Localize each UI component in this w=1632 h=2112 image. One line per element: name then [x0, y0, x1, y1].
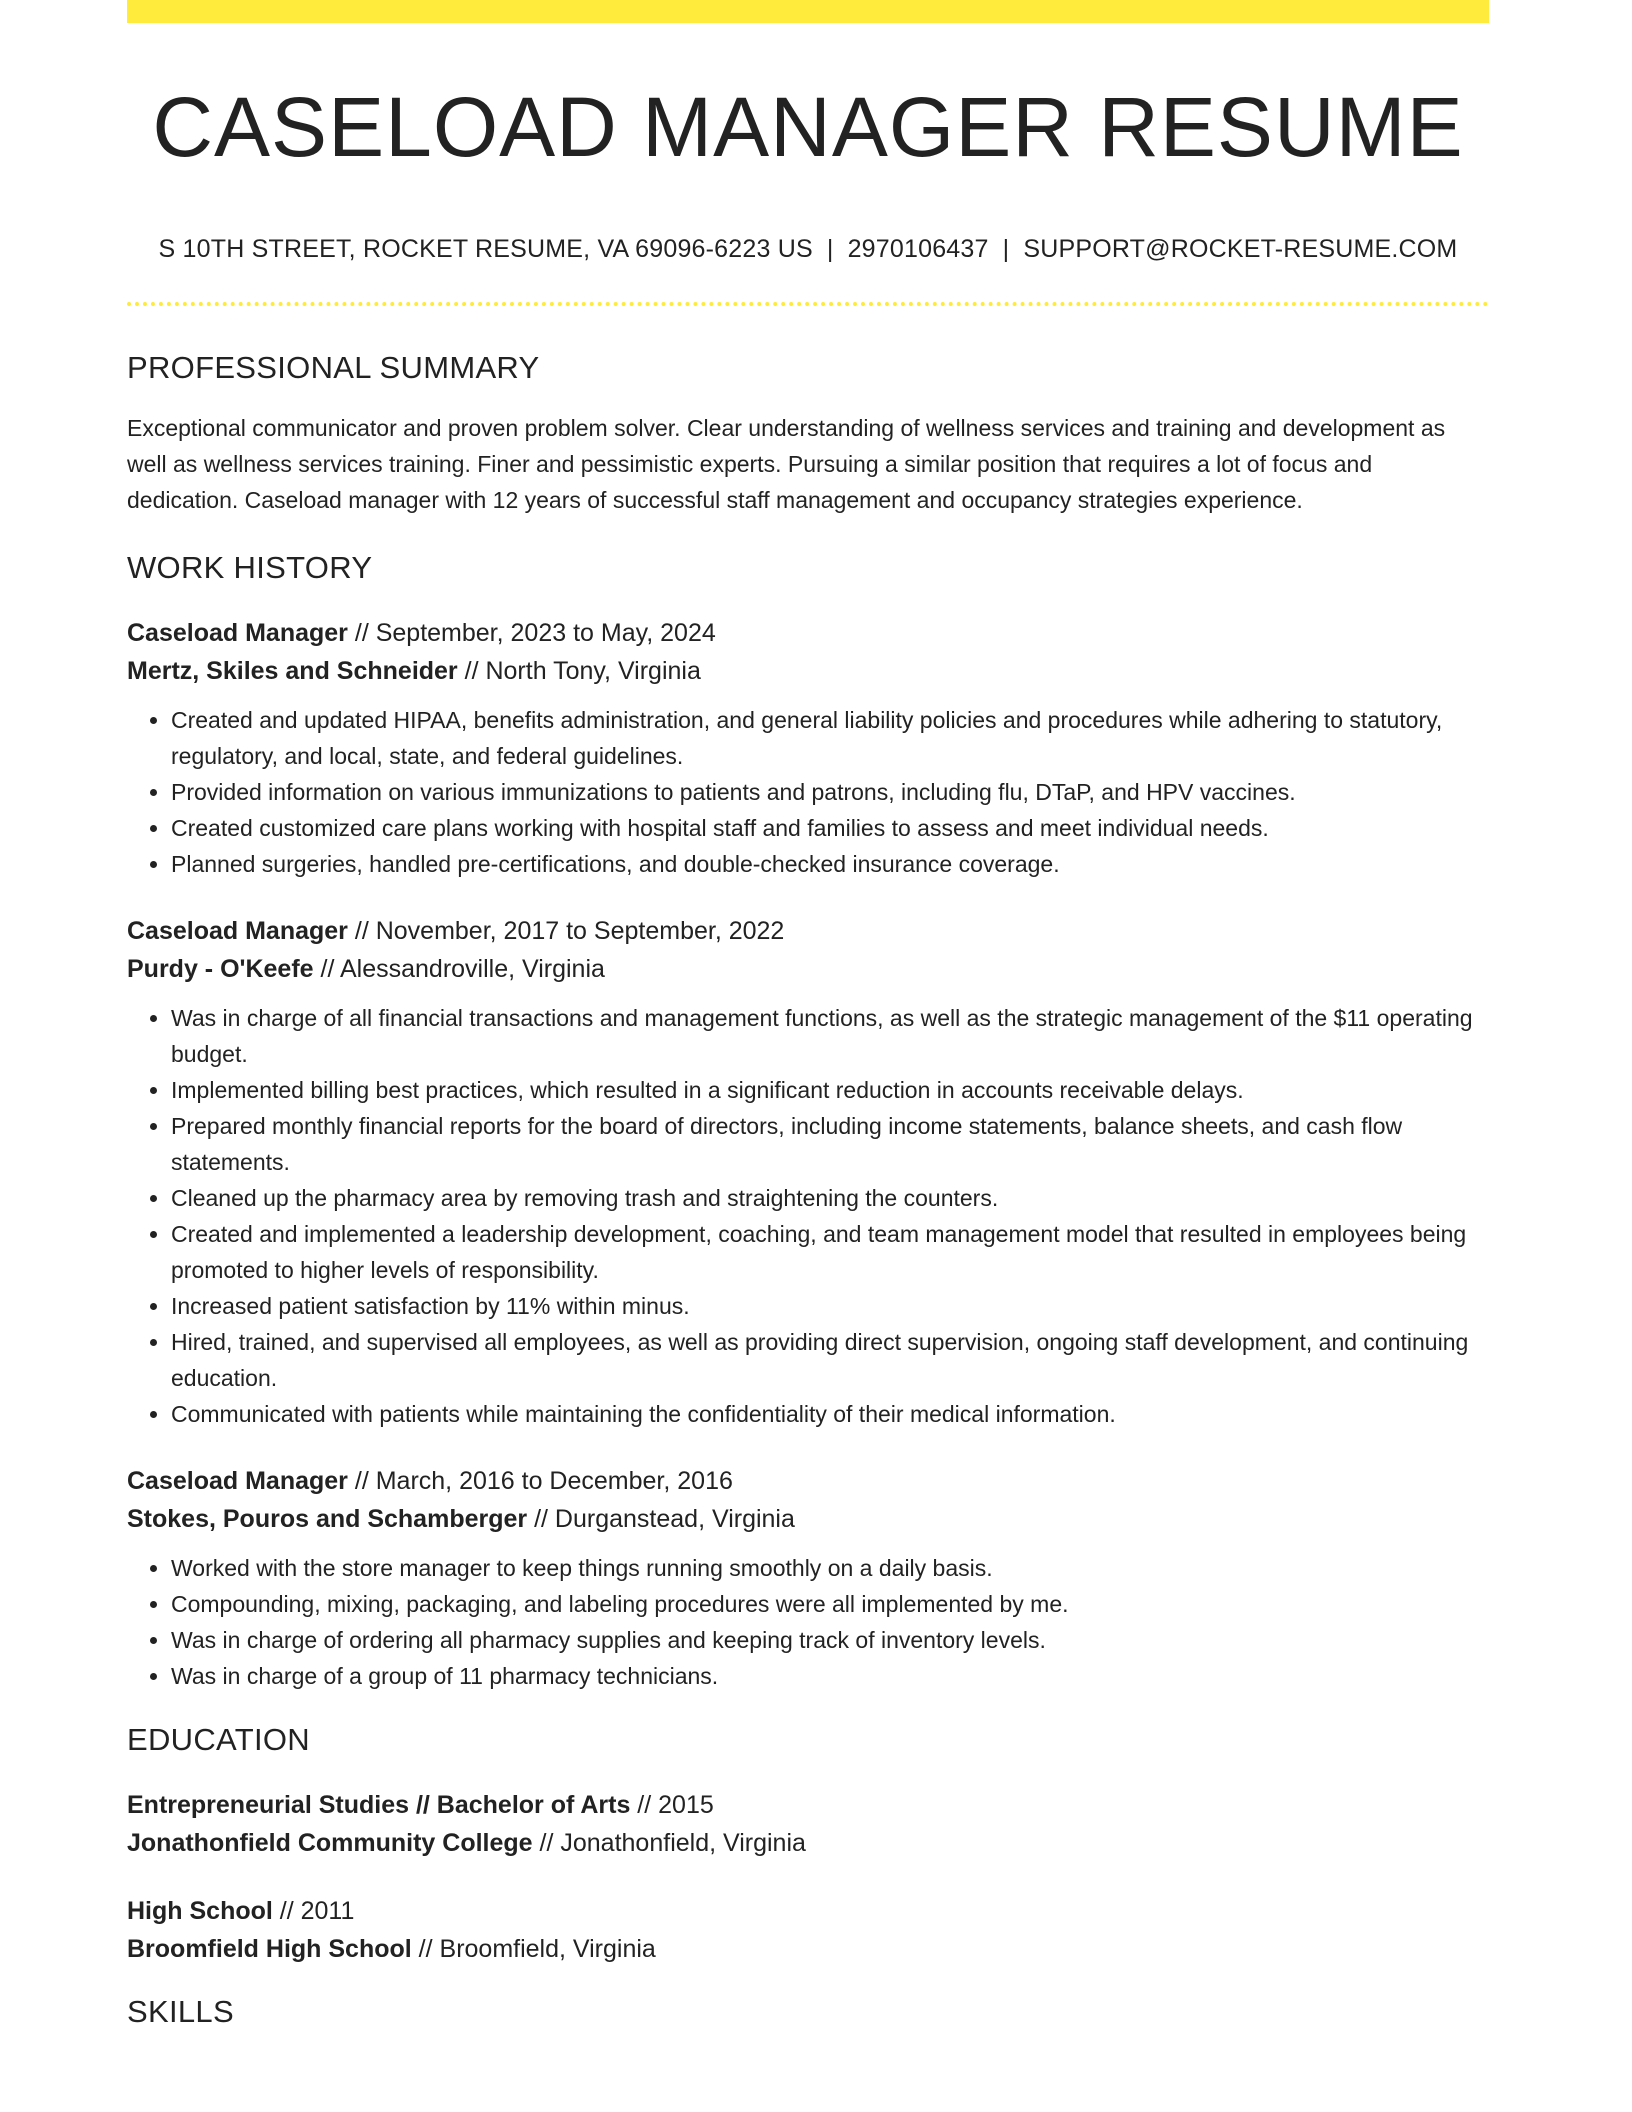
bullet-item: • Implemented billing best practices, which resulted in a significant reduction in accounts receivable delays.: [171, 1072, 1489, 1108]
education-school: Jonathonfield Community College: [127, 1829, 533, 1858]
job-company-line: [127, 652, 1489, 690]
summary-text: Exceptional communicator and proven problem solver. Clear understanding of wellness services and training and development as well as wellness services training. Finer and pessimistic experts. Pursuing a similar position that requires a lot of focus and dedication. Caseload manager with 12 years of successful staff management and occupancy strategies experience.: [127, 415, 1446, 514]
job-company: Mertz, Skiles and Schneider: [127, 657, 458, 686]
education-degree-line: [127, 1786, 1489, 1824]
bullet-item: • Hired, trained, and supervised all employees, as well as providing direct supervision, ongoing staff development, and continuing education.: [171, 1324, 1489, 1396]
education-entry: [127, 1892, 1489, 1968]
job-company-line: [127, 950, 1489, 988]
separator: //: [347, 917, 376, 946]
job-title-line: [127, 912, 1489, 950]
education-year: 2011: [300, 1897, 355, 1926]
separator: //: [630, 1791, 659, 1820]
job-title: Caseload Manager: [127, 917, 348, 946]
education-school-line: [127, 1930, 1489, 1968]
job-company-line: [127, 1500, 1489, 1538]
bullet-item: • Planned surgeries, handled pre-certifications, and double-checked insurance coverage.: [171, 846, 1489, 882]
accent-top-bar: [127, 0, 1489, 23]
job-entry: [127, 912, 1489, 1432]
bullet-item: • Worked with the store manager to keep things running smoothly on a daily basis.: [171, 1550, 1489, 1586]
job-location: Alessandroville, Virginia: [339, 955, 605, 984]
job-entry: [127, 1462, 1489, 1694]
job-location: North Tony, Virginia: [485, 657, 701, 686]
resume-page: [127, 0, 1489, 2030]
bullet-item: • Created and implemented a leadership development, coaching, and team management model that resulted in employees being promoted to higher levels of responsibility.: [171, 1216, 1489, 1288]
header-divider: [127, 302, 1489, 306]
separator: //: [272, 1897, 301, 1926]
education-location: Jonathonfield, Virginia: [560, 1829, 806, 1858]
education-school: Broomfield High School: [127, 1935, 412, 1964]
job-location: Durganstead, Virginia: [554, 1505, 795, 1534]
separator: //: [411, 1935, 440, 1964]
contact-address: S 10TH STREET, ROCKET RESUME, VA 69096-6223 US: [158, 235, 813, 264]
bullet-item: • Created and updated HIPAA, benefits administration, and general liability policies and procedures while adhering to statutory, regulatory, and local, state, and federal guidelines.: [171, 702, 1489, 774]
job-entry: [127, 614, 1489, 882]
job-bullets: [127, 1550, 1489, 1694]
skills-heading: SKILLS: [127, 1994, 234, 2030]
education-location: Broomfield, Virginia: [439, 1935, 656, 1964]
education-degree-line: [127, 1892, 1489, 1930]
bullet-item: • Communicated with patients while maintaining the confidentiality of their medical information.: [171, 1396, 1489, 1432]
bullet-item: • Cleaned up the pharmacy area by removing trash and straightening the counters.: [171, 1180, 1489, 1216]
separator: //: [527, 1505, 555, 1534]
bullet-item: • Compounding, mixing, packaging, and labeling procedures were all implemented by me.: [171, 1586, 1489, 1622]
contact-phone: 2970106437: [847, 235, 989, 264]
education-degree: Entrepreneurial Studies // Bachelor of Arts: [127, 1791, 631, 1820]
education-year: 2015: [658, 1791, 714, 1820]
education-school-line: [127, 1824, 1489, 1862]
summary-heading: PROFESSIONAL SUMMARY: [127, 350, 540, 386]
education-heading: EDUCATION: [127, 1722, 310, 1758]
separator: //: [457, 657, 486, 686]
job-title-line: [127, 1462, 1489, 1500]
contact-separator: |: [1002, 235, 1010, 264]
resume-title: CASELOAD MANAGER RESUME: [152, 80, 1464, 174]
contact-separator: |: [826, 235, 834, 264]
contact-email: SUPPORT@ROCKET-RESUME.COM: [1023, 235, 1458, 264]
bullet-item: • Was in charge of all financial transactions and management functions, as well as the strategic management of the $11 operating budget.: [171, 1000, 1489, 1072]
job-title-line: [127, 614, 1489, 652]
education-entry: [127, 1786, 1489, 1862]
separator: //: [313, 955, 340, 984]
separator: //: [532, 1829, 561, 1858]
job-company: Purdy - O'Keefe: [127, 955, 314, 984]
education-degree: High School: [127, 1897, 273, 1926]
separator: //: [347, 1467, 376, 1496]
bullet-item: • Created customized care plans working with hospital staff and families to assess and meet individual needs.: [171, 810, 1489, 846]
job-bullets: [127, 1000, 1489, 1432]
job-dates: March, 2016 to December, 2016: [375, 1467, 733, 1496]
bullet-item: • Prepared monthly financial reports for the board of directors, including income statements, balance sheets, and cash flow statements.: [171, 1108, 1489, 1180]
job-title: Caseload Manager: [127, 619, 348, 648]
work-history-heading: WORK HISTORY: [127, 550, 373, 586]
bullet-item: • Was in charge of ordering all pharmacy supplies and keeping track of inventory levels.: [171, 1622, 1489, 1658]
contact-line: [127, 235, 1489, 264]
job-dates: September, 2023 to May, 2024: [375, 619, 716, 648]
job-dates: November, 2017 to September, 2022: [375, 917, 785, 946]
bullet-item: • Increased patient satisfaction by 11% within minus.: [171, 1288, 1489, 1324]
bullet-item: • Was in charge of a group of 11 pharmacy technicians.: [171, 1658, 1489, 1694]
job-bullets: [127, 702, 1489, 882]
job-company: Stokes, Pouros and Schamberger: [127, 1505, 528, 1534]
bullet-item: • Provided information on various immunizations to patients and patrons, including flu, DTaP, and HPV vaccines.: [171, 774, 1489, 810]
job-title: Caseload Manager: [127, 1467, 348, 1496]
separator: //: [347, 619, 376, 648]
